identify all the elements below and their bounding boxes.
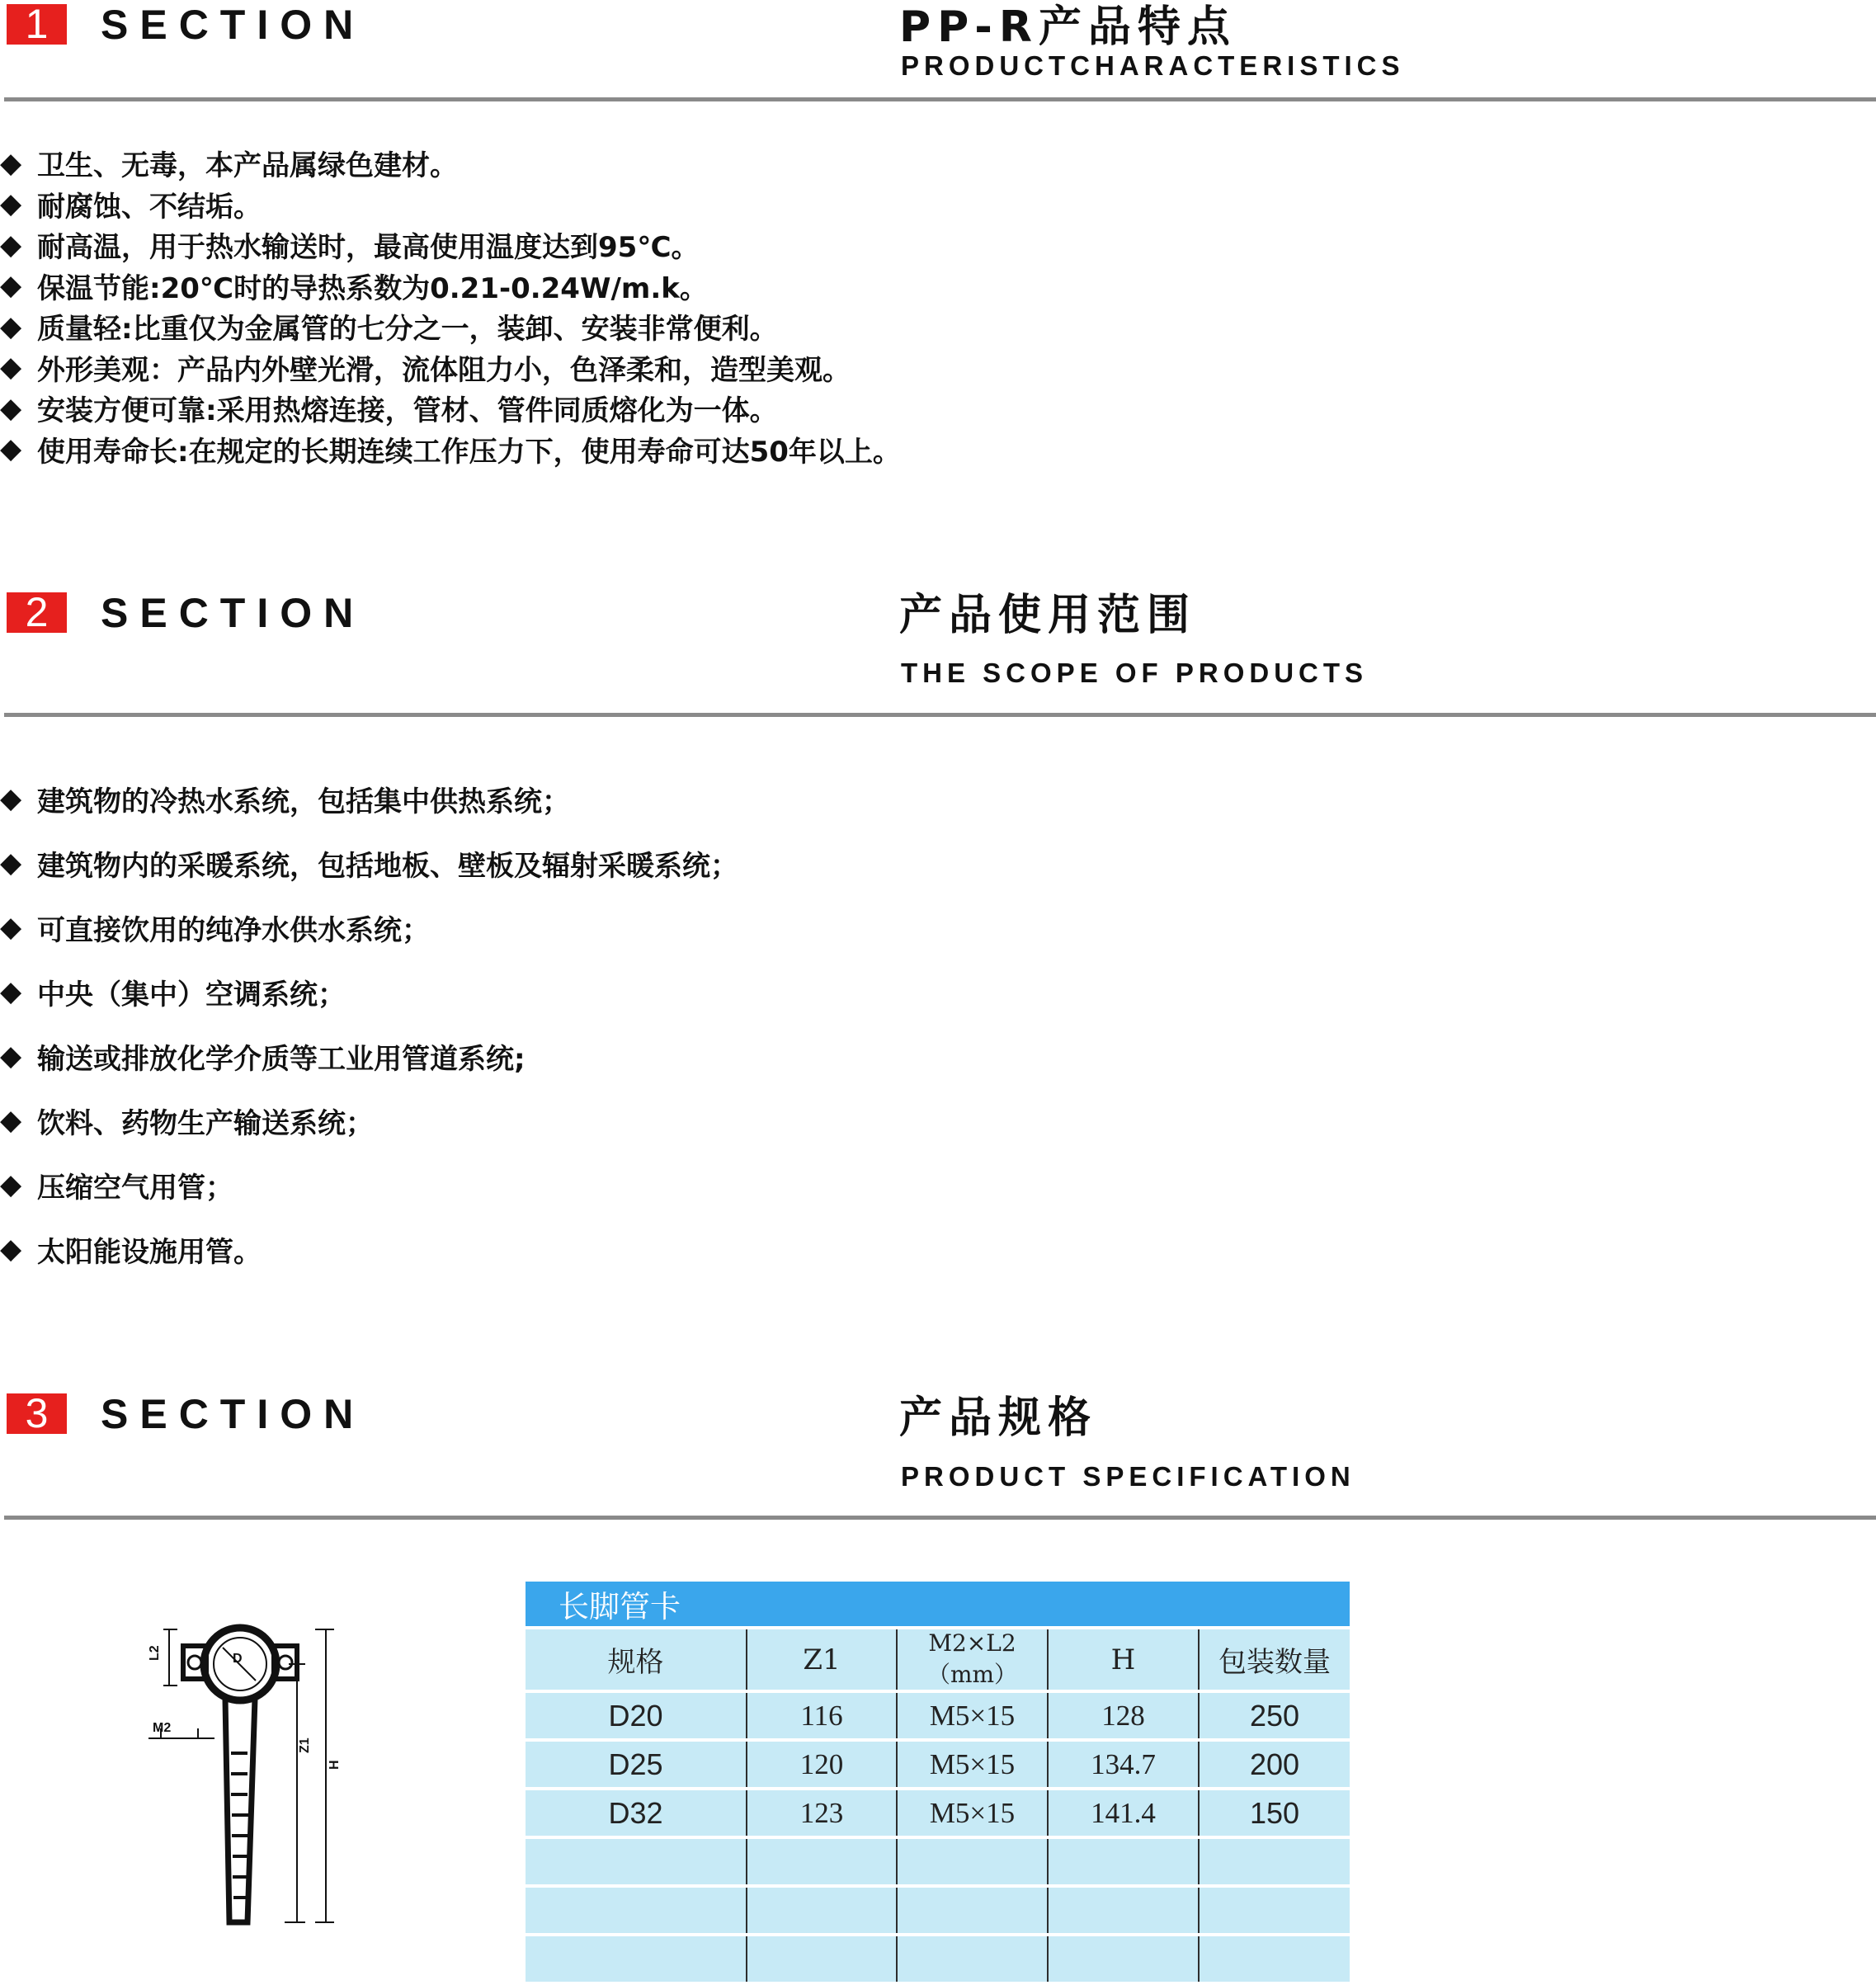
list-item <box>0 347 901 389</box>
diamond-bullet-icon: ◆ <box>0 1104 22 1137</box>
table-cell <box>897 1886 1048 1935</box>
section-title-cn: PP-R产品特点 <box>899 2 1237 52</box>
list-item <box>0 831 738 895</box>
diamond-bullet-icon: ◆ <box>0 269 22 303</box>
list-item <box>0 1024 738 1088</box>
section-label: SECTION <box>101 590 365 636</box>
column-header: 包装数量 <box>1199 1628 1350 1691</box>
table-cell: 128 <box>1048 1691 1199 1740</box>
z1-label: Z1 <box>298 1737 312 1753</box>
scope-list <box>0 766 738 1281</box>
diamond-bullet-icon: ◆ <box>0 391 22 425</box>
list-item-text: 卫生、无毒，本产品属绿色建材。 <box>37 149 458 183</box>
table-cell: 116 <box>747 1691 897 1740</box>
column-header: H <box>1048 1628 1199 1691</box>
table-cell: 134.7 <box>1048 1740 1199 1789</box>
table-cell <box>1199 1837 1350 1886</box>
table-header-row <box>526 1628 1350 1691</box>
table-cell: 200 <box>1199 1740 1350 1789</box>
l2-label: L2 <box>148 1645 162 1661</box>
diamond-bullet-icon: ◆ <box>0 1168 22 1201</box>
list-item <box>0 1153 738 1217</box>
table-cell: D32 <box>526 1789 747 1837</box>
section-title-en: THE SCOPE OF PRODUCTS <box>901 658 1369 688</box>
list-item-text: 太阳能设施用管。 <box>37 1235 262 1269</box>
table-row <box>526 1789 1350 1837</box>
table-cell <box>1048 1935 1199 1983</box>
table-cell: M5×15 <box>897 1691 1048 1740</box>
diamond-bullet-icon: ◆ <box>0 146 22 180</box>
table-cell: M5×15 <box>897 1740 1048 1789</box>
section-number-badge: 2 <box>7 592 67 633</box>
list-item-text: 使用寿命长:在规定的长期连续工作压力下，使用寿命可达50年以上。 <box>37 435 901 469</box>
section-label: SECTION <box>101 1391 365 1437</box>
section-number-badge: 3 <box>7 1393 67 1434</box>
list-item <box>0 143 901 184</box>
table-cell <box>747 1935 897 1983</box>
list-item-text: 饮料、药物生产输送系统； <box>37 1106 374 1140</box>
list-item-text: 保温节能:20℃时的导热系数为0.21-0.24W/m.k。 <box>37 271 708 305</box>
m2-label: M2 <box>153 1721 172 1735</box>
section-title-en: PRODUCTCHARACTERISTICS <box>901 50 1405 81</box>
table-cell <box>526 1935 747 1983</box>
table-cell: D20 <box>526 1691 747 1740</box>
list-item <box>0 1088 738 1153</box>
table-cell <box>1048 1886 1199 1935</box>
diamond-bullet-icon: ◆ <box>0 975 22 1008</box>
list-item-text: 外形美观：产品内外壁光滑，流体阻力小，色泽柔和，造型美观。 <box>37 353 851 387</box>
list-item-text: 输送或排放化学介质等工业用管道系统; <box>37 1042 526 1076</box>
section-title-cn: 产品规格 <box>899 1393 1098 1443</box>
table-cell <box>897 1935 1048 1983</box>
diamond-bullet-icon: ◆ <box>0 351 22 384</box>
table-cell: 123 <box>747 1789 897 1837</box>
list-item <box>0 1217 738 1281</box>
table-row <box>526 1935 1350 1983</box>
list-item <box>0 766 738 831</box>
table-caption-row <box>526 1582 1350 1628</box>
table-cell: 150 <box>1199 1789 1350 1837</box>
list-item <box>0 959 738 1024</box>
section-divider <box>4 713 1876 717</box>
table-row <box>526 1691 1350 1740</box>
table-cell <box>897 1837 1048 1886</box>
spec-table <box>526 1582 1350 1985</box>
table-cell <box>526 1886 747 1935</box>
diamond-bullet-icon: ◆ <box>0 228 22 262</box>
table-cell <box>1199 1886 1350 1935</box>
table-cell: M5×15 <box>897 1789 1048 1837</box>
list-item <box>0 895 738 959</box>
list-item-text: 耐高温，用于热水输送时，最高使用温度达到95℃。 <box>37 231 700 265</box>
table-cell <box>526 1837 747 1886</box>
list-item-text: 可直接饮用的纯净水供水系统； <box>37 913 430 947</box>
table-cell: 141.4 <box>1048 1789 1199 1837</box>
list-item-text: 耐腐蚀、不结垢。 <box>37 190 262 224</box>
section-divider <box>4 1516 1876 1520</box>
table-cell: 250 <box>1199 1691 1350 1740</box>
section-title-en: PRODUCT SPECIFICATION <box>901 1461 1355 1492</box>
d-label: D <box>233 1652 243 1666</box>
table-cell <box>1199 1935 1350 1983</box>
table-row <box>526 1740 1350 1789</box>
table-row <box>526 1837 1350 1886</box>
list-item-text: 安装方便可靠:采用热熔连接，管材、管件同质熔化为一体。 <box>37 394 778 428</box>
list-item <box>0 306 901 347</box>
characteristics-list <box>0 143 901 469</box>
h-label: H <box>328 1760 342 1770</box>
list-item <box>0 429 901 470</box>
table-cell: D25 <box>526 1740 747 1789</box>
section-number-badge: 1 <box>7 4 67 45</box>
list-item-text: 建筑物的冷热水系统，包括集中供热系统； <box>37 785 570 818</box>
table-cell <box>1048 1837 1199 1886</box>
list-item <box>0 388 901 429</box>
diamond-bullet-icon: ◆ <box>0 1233 22 1266</box>
pipe-clamp-diagram <box>140 1613 363 1931</box>
list-item-text: 质量轻:比重仅为金属管的七分之一，装卸、安装非常便利。 <box>37 313 778 347</box>
table-caption: 长脚管卡 <box>526 1582 1350 1628</box>
diamond-bullet-icon: ◆ <box>0 846 22 879</box>
list-item-text: 建筑物内的采暖系统，包括地板、壁板及辐射采暖系统； <box>37 849 738 883</box>
list-item <box>0 266 901 307</box>
column-header: 规格 <box>526 1628 747 1691</box>
column-header: Z1 <box>747 1628 897 1691</box>
section-label: SECTION <box>101 2 365 48</box>
column-header: M2×L2（mm） <box>897 1628 1048 1691</box>
section-title-cn: 产品使用范围 <box>899 591 1197 640</box>
diamond-bullet-icon: ◆ <box>0 782 22 815</box>
list-item <box>0 184 901 225</box>
diamond-bullet-icon: ◆ <box>0 432 22 466</box>
section-divider <box>4 97 1876 101</box>
list-item <box>0 224 901 266</box>
list-item-text: 中央（集中）空调系统； <box>37 978 346 1011</box>
diamond-bullet-icon: ◆ <box>0 309 22 343</box>
diamond-bullet-icon: ◆ <box>0 187 22 221</box>
diamond-bullet-icon: ◆ <box>0 1040 22 1073</box>
diamond-bullet-icon: ◆ <box>0 911 22 944</box>
table-cell <box>747 1837 897 1886</box>
list-item-text: 压缩空气用管； <box>37 1171 233 1205</box>
table-cell: 120 <box>747 1740 897 1789</box>
table-cell <box>747 1886 897 1935</box>
table-row <box>526 1886 1350 1935</box>
